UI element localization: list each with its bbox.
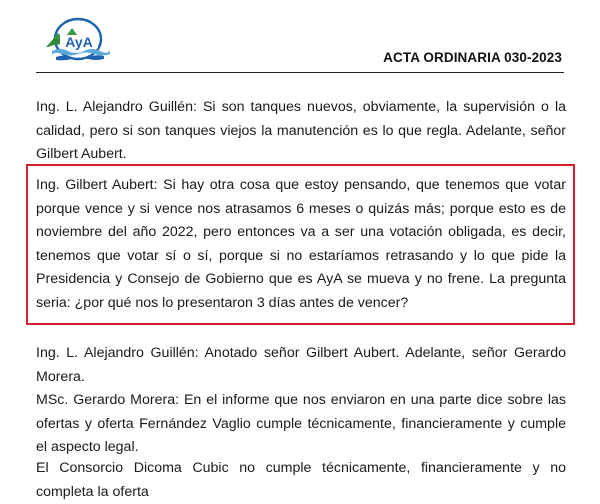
paragraph-guillen-1: Ing. L. Alejandro Guillén: Si son tanques nuevos, obviamente, la supervisión o la calidad, pero si son tanques viejos la manutención es lo que regla. Adelante, señor Gilbert Aubert. [36, 99, 566, 162]
page-header [0, 0, 600, 80]
paragraph-aubert: Ing. Gilbert Aubert: Si hay otra cosa que estoy pensando, que tenemos que votar porque vence y si vence nos atrasamos 6 meses o quizás más; porque esto es de noviembre del año 2022, pero entonces va a ser una votación obligada, es decir, tenemos que votar sí o sí, porque si no estaríamos retrasando y lo que pide la Presidencia y Consejo de Gobierno que es AyA se mueva y no frene. La pregunta seria: ¿por qué nos lo presentaron 3 días antes de vencer? [36, 177, 566, 311]
aya-logo [44, 14, 112, 62]
document-title: ACTA ORDINARIA 030-2023 [383, 50, 562, 65]
paragraph-guillen-2: Ing. L. Alejandro Guillén: Anotado señor Gilbert Aubert. Adelante, señor Gerardo Morera. [36, 345, 566, 385]
aya-logo-icon [44, 14, 112, 62]
paragraph-consorcio: El Consorcio Dicoma Cubic no cumple técnicamente, financieramente y no completa la oferta [36, 460, 566, 500]
header-divider [36, 72, 564, 73]
logo-text: AyA [65, 34, 93, 50]
paragraph-morera: MSc. Gerardo Morera: En el informe que nos enviaron en una parte dice sobre las ofertas y oferta Fernández Vaglio cumple técnicamente, financieramente y cumple el aspecto legal. [36, 392, 566, 455]
